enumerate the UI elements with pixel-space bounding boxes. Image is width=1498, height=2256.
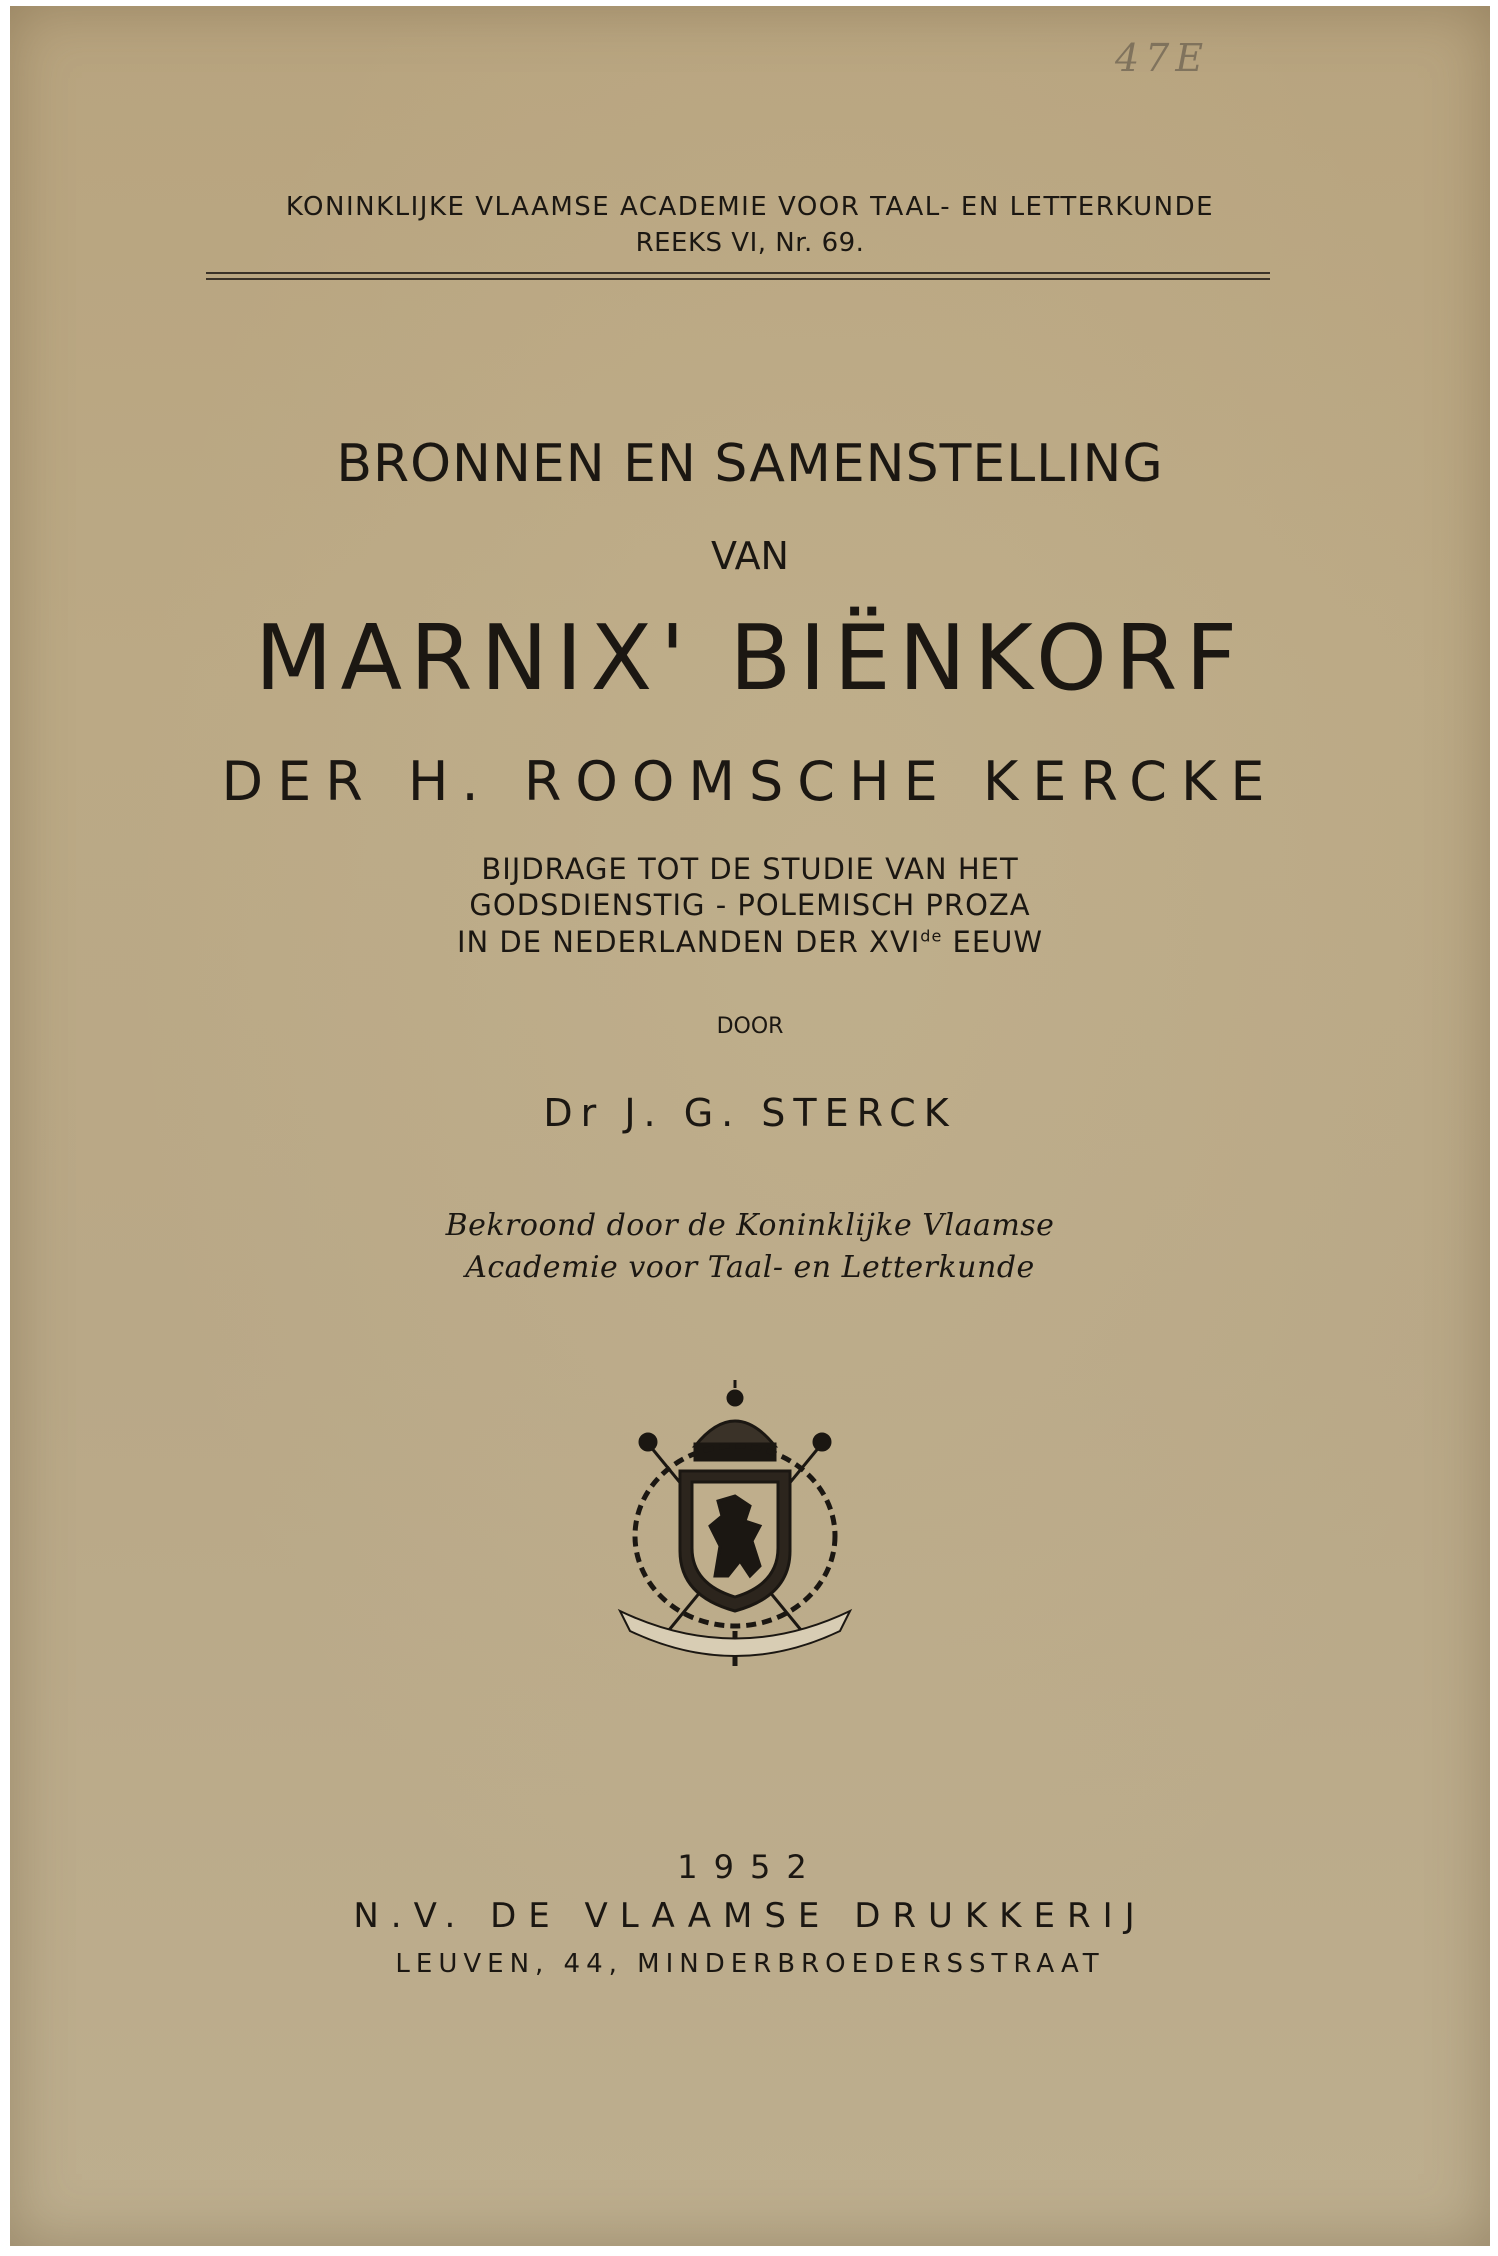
author-name: Dr J. G. STERCK (543, 1091, 957, 1135)
main-title: MARNIX' BIËNKORF (254, 606, 1246, 711)
series-number: REEKS VI, Nr. 69. (635, 228, 865, 258)
award-line-1: Bekroond door de Koninklijke Vlaamse (445, 1208, 1055, 1243)
publisher-name: N.V. DE VLAAMSE DRUKKERIJ (353, 1896, 1147, 1936)
academy-name: KONINKLIJKE VLAAMSE ACADEMIE VOOR TAAL- EN LETTERKUNDE (285, 192, 1215, 222)
subtitle-line-1: BIJDRAGE TOT DE STUDIE VAN HET (481, 852, 1019, 886)
by-label: DOOR (716, 1014, 784, 1039)
header-rule-top (206, 272, 1270, 274)
publisher-address: LEUVEN, 44, MINDERBROEDERSSTRAAT (395, 1949, 1105, 1979)
publication-year: 1952 (677, 1848, 823, 1886)
royal-coat-of-arms-icon (610, 1376, 860, 1676)
subtitle-line-3-text: IN DE NEDERLANDEN DER XVI (456, 925, 921, 959)
title-line-1: BRONNEN EN SAMENSTELLING (336, 434, 1164, 494)
subtitle-line-3 (10, 925, 1490, 959)
header-rule-bottom (206, 278, 1270, 280)
subtitle-line-3-end: EEUW (942, 925, 1044, 959)
subtitle-line-2: GODSDIENSTIG - POLEMISCH PROZA (469, 888, 1031, 922)
book-cover (10, 6, 1490, 2246)
award-line-2: Academie voor Taal- en Letterkunde (465, 1250, 1035, 1285)
century-superscript: de (920, 926, 943, 946)
handwritten-annotation: 47E (1115, 36, 1210, 80)
title-line-2: VAN (711, 534, 789, 578)
title-line-4: DER H. ROOMSCHE KERCKE (221, 750, 1279, 813)
